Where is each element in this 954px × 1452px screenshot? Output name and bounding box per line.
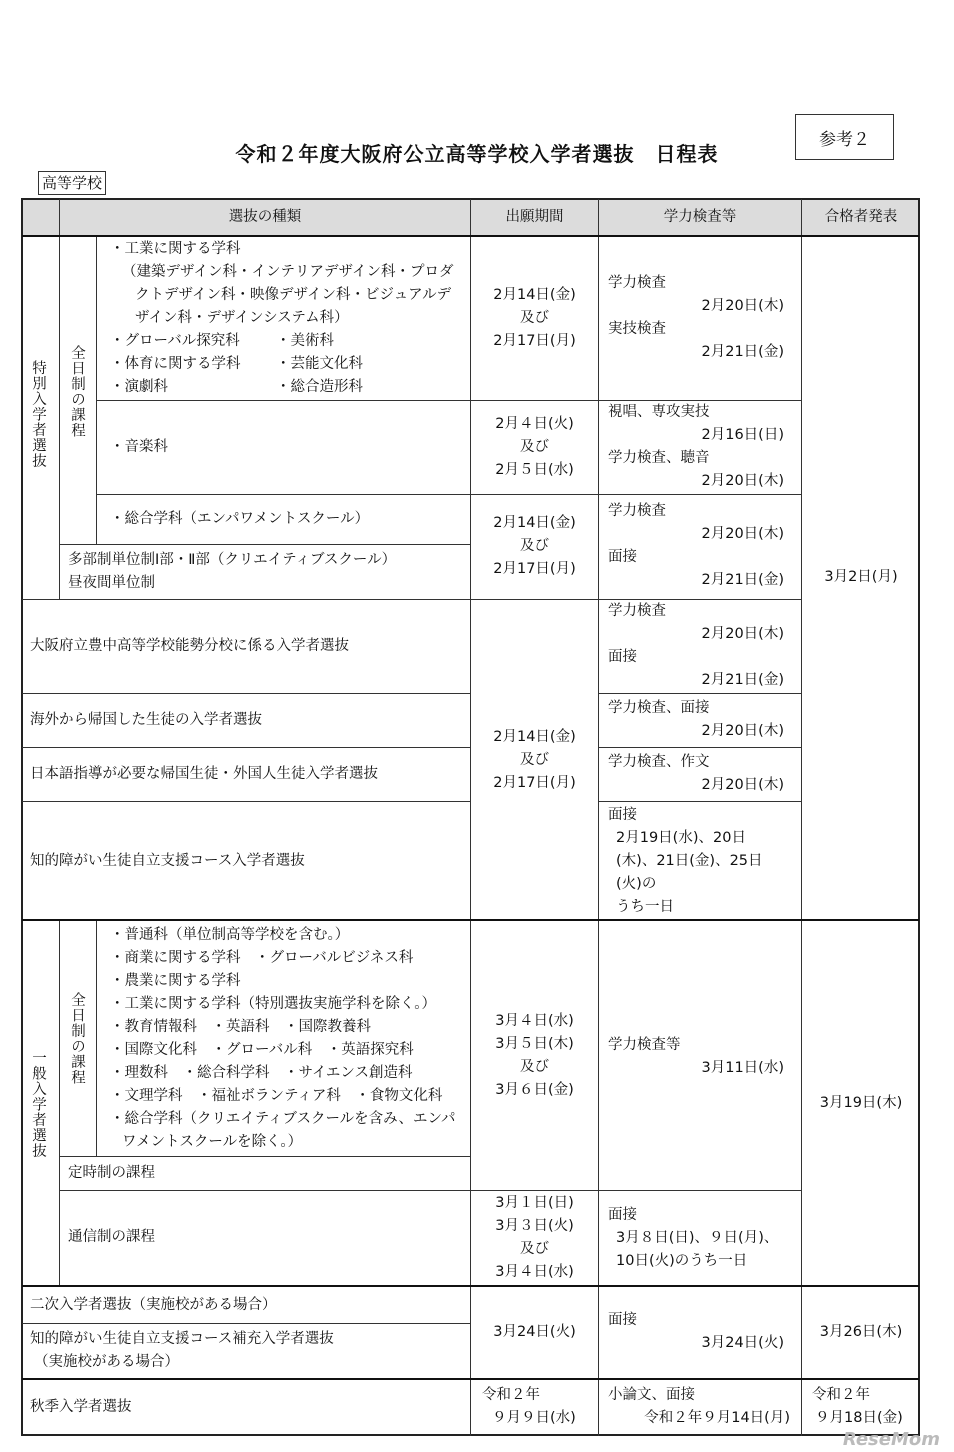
general-fulltime-label: 全日制の課程 xyxy=(69,992,85,1085)
date-text: 及び xyxy=(520,538,549,554)
toyonaka-selection: 大阪府立豊中高等学校能勢分校に係る入学者選抜 xyxy=(30,638,349,654)
exam-date: 2月20日(木) xyxy=(701,723,784,739)
grid-line xyxy=(59,1156,470,1157)
parttime-course: 定時制の課程 xyxy=(68,1165,155,1181)
list-item: ・体育に関する学科 xyxy=(110,356,241,372)
grid-line xyxy=(59,920,60,1285)
page-title: 令和２年度大阪府公立高等学校入学者選抜 日程表 xyxy=(235,142,719,166)
reference-label: 参考２ xyxy=(795,114,894,160)
grid-line xyxy=(22,599,801,600)
special-selection-label: 特別入学者選抜 xyxy=(30,360,46,469)
exam-text: 学力検査 xyxy=(608,503,666,519)
autumn-selection: 秋季入学者選抜 xyxy=(30,1399,132,1415)
exam-date: 2月20日(木) xyxy=(701,777,784,793)
exam-text: 視唱、専攻実技 xyxy=(608,404,710,420)
exam-date: 令和２年９月14日(月) xyxy=(644,1410,790,1426)
special-announce: 3月2日(月) xyxy=(824,569,898,585)
exam-text: (火)の xyxy=(616,876,657,892)
grid-line xyxy=(22,235,919,237)
music-course: ・音楽科 xyxy=(110,439,168,455)
exam-text: 学力検査、面接 xyxy=(608,700,710,716)
date-text: 3月６日(金) xyxy=(495,1082,574,1098)
exam-date: 3月11日(水) xyxy=(701,1060,784,1076)
date-text: 2月17日(月) xyxy=(493,561,576,577)
list-item: ・農業に関する学科 xyxy=(110,973,241,989)
date-text: ９月９日(水) xyxy=(492,1410,576,1426)
exam-date: 2月16日(日) xyxy=(701,427,784,443)
grid-line xyxy=(22,919,919,921)
intellectual-selection: 知的障がい生徒自立支援コース入学者選抜 xyxy=(30,853,305,869)
exam-text: 面接 xyxy=(608,549,637,565)
grid-line xyxy=(59,1190,801,1191)
secondary-selection: 二次入学者選抜（実施校がある場合） xyxy=(30,1297,277,1313)
supplementary-note: （実施校がある場合） xyxy=(34,1354,179,1370)
grid-line xyxy=(598,801,801,802)
day-night-course: 昼夜間単位制 xyxy=(68,575,155,591)
list-item: ・総合造形科 xyxy=(276,379,363,395)
exam-text: 面接 xyxy=(608,649,637,665)
grid-line xyxy=(598,747,801,748)
list-item: ワメントスクールを除く。） xyxy=(122,1134,303,1150)
date-text: 及び xyxy=(520,1059,549,1075)
date-text: 令和２年 xyxy=(482,1387,540,1403)
list-item: ・工業に関する学科 xyxy=(110,241,241,257)
exam-text: 小論文、面接 xyxy=(608,1387,695,1403)
list-item: ・演劇科 xyxy=(110,379,168,395)
list-item: ・理数科 ・総合科学科 ・サイエンス創造科 xyxy=(110,1065,413,1081)
date-text: 2月17日(月) xyxy=(493,775,576,791)
date-text: 3月４日(水) xyxy=(495,1013,574,1029)
list-item: ザイン科・デザインシステム科） xyxy=(135,310,349,326)
grid-line xyxy=(59,199,60,235)
date-text: ９月18日(金) xyxy=(815,1410,903,1426)
date-text: 2月５日(水) xyxy=(495,462,574,478)
exam-date: 2月21日(金) xyxy=(701,672,784,688)
list-item: ・芸能文化科 xyxy=(276,356,363,372)
date-text: 及び xyxy=(520,439,549,455)
exam-date: 3月24日(火) xyxy=(701,1335,784,1351)
list-item: ・総合学科（クリエイティブスクールを含み、エンパ xyxy=(110,1111,456,1127)
grid-line xyxy=(96,494,801,495)
list-item: ・美術科 xyxy=(276,333,334,349)
list-item: ・普通科（単位制高等学校を含む。） xyxy=(110,927,350,943)
grid-line xyxy=(22,693,470,694)
exam-date: 2月20日(木) xyxy=(701,626,784,642)
exam-date: 2月20日(木) xyxy=(701,298,784,314)
exam-text: (木)、21日(金)、25日 xyxy=(616,853,763,869)
grid-line xyxy=(598,199,599,1436)
date-text: 及び xyxy=(520,1241,549,1257)
exam-text: 面接 xyxy=(608,1312,637,1328)
list-item: ・グローバル探究科 xyxy=(110,333,240,349)
grid-line xyxy=(598,693,801,694)
date-text: 及び xyxy=(520,752,549,768)
general-announce: 3月19日(木) xyxy=(819,1095,903,1111)
exam-text: 10日(火)のうち一日 xyxy=(616,1253,748,1269)
exam-text: 2月19日(水)、20日 xyxy=(616,830,746,846)
grid-line xyxy=(22,747,470,748)
list-item: ・工業に関する学科（特別選抜実施学科を除く。） xyxy=(110,996,436,1012)
exam-date: 2月21日(金) xyxy=(701,344,784,360)
list-item: クトデザイン科・映像デザイン科・ビジュアルデ xyxy=(135,287,452,303)
japanese-guidance-selection: 日本語指導が必要な帰国生徒・外国人生徒入学者選抜 xyxy=(30,766,378,782)
list-item: ・教育情報科 ・英語科 ・国際教養科 xyxy=(110,1019,371,1035)
correspondence-course: 通信制の課程 xyxy=(68,1229,155,1245)
supplementary-selection: 知的障がい生徒自立支援コース補充入学者選抜 xyxy=(30,1331,334,1347)
secondary-announce: 3月26日(木) xyxy=(819,1324,903,1340)
empowerment-course: ・総合学科（エンパワメントスクール） xyxy=(110,511,370,527)
general-selection-label: 一般入学者選抜 xyxy=(30,1050,46,1159)
date-text: 2月14日(金) xyxy=(493,515,576,531)
multipart-course: 多部制単位制Ⅰ部・Ⅱ部（クリエイティブスクール） xyxy=(68,552,397,568)
date-text: 令和２年 xyxy=(812,1387,870,1403)
exam-date: 2月20日(木) xyxy=(701,473,784,489)
header-application: 出願期間 xyxy=(505,209,564,225)
exam-text: 学力検査、聴音 xyxy=(608,450,710,466)
grid-line xyxy=(22,1323,470,1324)
exam-text: うち一日 xyxy=(616,899,674,915)
exam-date: 2月21日(金) xyxy=(701,572,784,588)
exam-date: 2月20日(木) xyxy=(701,526,784,542)
exam-text: 面接 xyxy=(608,1207,637,1223)
exam-text: 面接 xyxy=(608,807,637,823)
list-item: ・文理学科 ・福祉ボランティア科 ・食物文化科 xyxy=(110,1088,443,1104)
secondary-application: 3月24日(火) xyxy=(493,1324,576,1340)
date-text: 3月１日(日) xyxy=(495,1195,574,1211)
list-item: ・商業に関する学科 ・グローバルビジネス科 xyxy=(110,950,414,966)
grid-line xyxy=(59,544,470,545)
list-item: ・国際文化科 ・グローバル科 ・英語探究科 xyxy=(110,1042,414,1058)
grid-line xyxy=(96,235,97,544)
date-text: 2月４日(火) xyxy=(495,416,574,432)
exam-text: 学力検査、作文 xyxy=(608,754,710,770)
date-text: 2月17日(月) xyxy=(493,333,576,349)
grid-line xyxy=(22,801,470,802)
list-item: （建築デザイン科・インテリアデザイン科・プロダ xyxy=(122,264,454,280)
date-text: 3月３日(火) xyxy=(495,1218,574,1234)
exam-text: 学力検査 xyxy=(608,275,666,291)
grid-line xyxy=(96,920,97,1156)
exam-text: 学力検査等 xyxy=(608,1037,681,1053)
exam-text: 学力検査 xyxy=(608,603,666,619)
header-exam: 学力検査等 xyxy=(663,209,737,225)
date-text: 及び xyxy=(520,310,549,326)
header-type: 選抜の種類 xyxy=(228,209,302,225)
exam-text: 実技検査 xyxy=(608,321,666,337)
grid-line xyxy=(22,1378,919,1380)
school-label: 高等学校 xyxy=(38,171,106,195)
watermark-logo: ReseMom xyxy=(842,1429,940,1450)
returnees-selection: 海外から帰国した生徒の入学者選抜 xyxy=(30,712,262,728)
date-text: 3月４日(水) xyxy=(495,1264,574,1280)
exam-text: 3月８日(日)、９日(月)、 xyxy=(616,1230,779,1246)
grid-line xyxy=(22,1285,919,1287)
header-announce: 合格者発表 xyxy=(824,209,898,225)
date-text: 2月14日(金) xyxy=(493,287,576,303)
date-text: 2月14日(金) xyxy=(493,729,576,745)
date-text: 3月５日(木) xyxy=(495,1036,574,1052)
grid-line xyxy=(801,199,802,1436)
special-fulltime-label: 全日制の課程 xyxy=(69,345,85,438)
